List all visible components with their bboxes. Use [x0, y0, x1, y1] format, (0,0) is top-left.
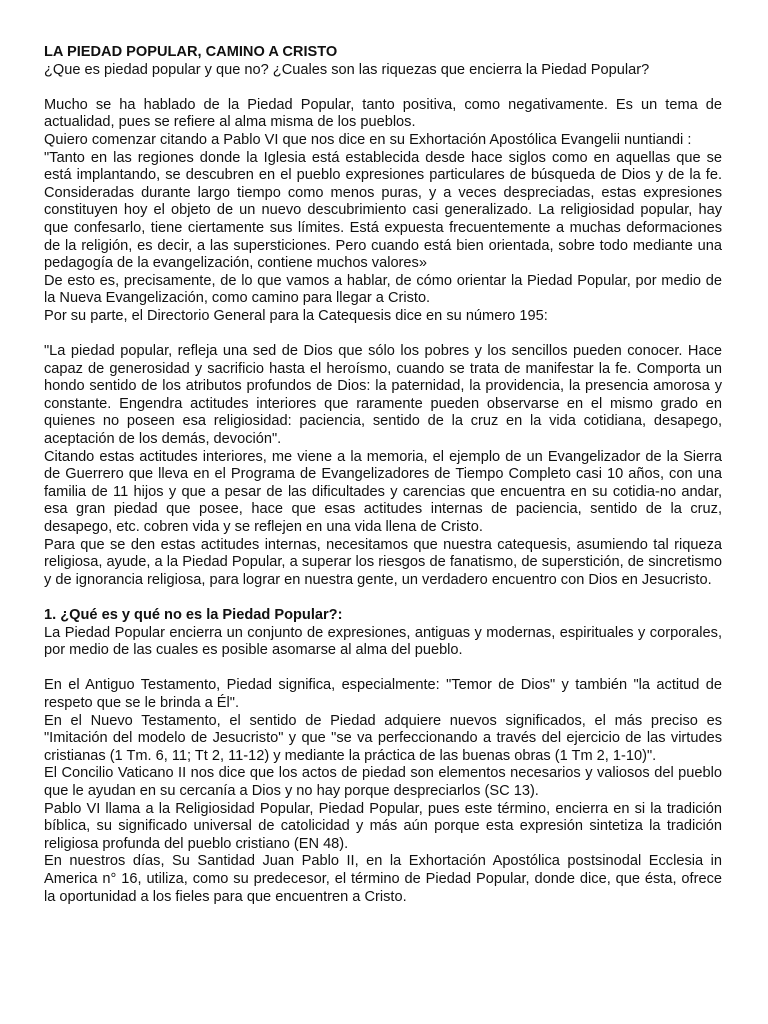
- document-page: [44, 44, 722, 906]
- paragraph-gap: [44, 589, 722, 607]
- paragraph: Quiero comenzar citando a Pablo VI que nos dice en su Exhortación Apostólica Evangelii nuntiandi :: [44, 131, 692, 148]
- quote-paragraph: "La piedad popular, refleja una sed de Dios que sólo los pobres y los sencillos pueden conocer. Hace capaz de generosidad y sacrificio hasta el heroísmo, cuando se trata de manifestar la fe. Comporta un hondo sentido de los atributos profundos de Dios: la paternidad, la providencia, la presencia amorosa y constante. Engendra actitudes interiores que raramente pueden observarse en el mismo grado en quienes no poseen esa religiosidad: paciencia, sentido de la cruz en la vida cotidiana, desapego, aceptación de los demás, devoción".: [44, 343, 722, 448]
- paragraph: Citando estas actitudes interiores, me viene a la memoria, el ejemplo de un Evangelizador de la Sierra de Guerrero que lleva en el Programa de Evangelizadores de Tiempo Completo casi 10 años, con una familia de 11 hijos y que a pesar de las dificultades y carencias que encuentra en su cotidia-no andar, esa gran piedad que posee, hace que esas actitudes internas de paciencia, sentido de la cruz, desapego, etc. cobren vida y se reflejen en una vida llena de Cristo.: [44, 448, 722, 536]
- paragraph-gap: [44, 660, 722, 678]
- paragraph: En nuestros días, Su Santidad Juan Pablo II, en la Exhortación Apostólica postsinodal Ecclesia in America n° 16, utiliza, como su predecesor, el término de Piedad Popular, donde dice, que ésta, ofrece la oportunidad a los fieles para que encuentren a Cristo.: [44, 853, 722, 905]
- paragraph: La Piedad Popular encierra un conjunto de expresiones, antiguas y modernas, espirituales y corporales, por medio de las cuales es posible asomarse al alma del pueblo.: [44, 624, 722, 659]
- paragraph-gap: [44, 326, 722, 344]
- intro-question: ¿Que es piedad popular y que no? ¿Cuales son las riquezas que encierra la Piedad Popular?: [44, 61, 650, 78]
- paragraph: En el Nuevo Testamento, el sentido de Piedad adquiere nuevos significados, el más preciso es "Imitación del modelo de Jesucristo" y que "se va perfeccionando a través del ejercicio de las virtudes cristianas (1 Tm. 6, 11; Tt 2, 11-12) y mediante la práctica de las buenas obras (1 Tm 2, 1-10)".: [44, 712, 722, 764]
- section-heading: 1. ¿Qué es y qué no es la Piedad Popular?:: [44, 607, 343, 623]
- paragraph: De esto es, precisamente, de lo que vamos a hablar, de cómo orientar la Piedad Popular, por medio de la Nueva Evangelización, como camino para llegar a Cristo.: [44, 272, 722, 307]
- paragraph: Por su parte, el Directorio General para la Catequesis dice en su número 195:: [44, 307, 548, 324]
- paragraph-gap: [44, 79, 722, 97]
- paragraph: En el Antiguo Testamento, Piedad significa, especialmente: "Temor de Dios" y también "la actitud de respeto que se le brinda a Él".: [44, 677, 722, 711]
- paragraph: Mucho se ha hablado de la Piedad Popular, tanto positiva, como negativamente. Es un tema de actualidad, pues se refiere al alma misma de los pueblos.: [44, 96, 722, 131]
- quote-paragraph: "Tanto en las regiones donde la Iglesia está establecida desde hace siglos como en aquellas que se está implantando, se descubren en el pueblo expresiones particulares de búsqueda de Dios y de la fe. Consideradas durante largo tiempo como menos puras, y a veces despreciadas, estas expresiones constituyen hoy el objeto de un nuevo descubrimiento casi generalizado. La religiosidad popular, hay que confesarlo, tiene ciertamente sus límites. Está expuesta frecuentemente a muchas deformaciones de la religión, es decir, a las supersticiones. Pero cuando está bien orientada, sobre todo mediante una pedagogía de la evangelización, contiene muchos valores»: [44, 149, 722, 272]
- paragraph: Para que se den estas actitudes internas, necesitamos que nuestra catequesis, asumiendo tal riqueza religiosa, ayude, a la Piedad Popular, a superar los riesgos de fanatismo, de superstición, de sincretismo y de ignorancia religiosa, para lograr en nuestra gente, un verdadero encuentro con Dios en Jesucristo.: [44, 536, 722, 588]
- document-title: LA PIEDAD POPULAR, CAMINO A CRISTO: [44, 44, 338, 60]
- paragraph: El Concilio Vaticano II nos dice que los actos de piedad son elementos necesarios y valiosos del pueblo que le ayudan en su cercanía a Dios y no hay porque despreciarlos (SC 13).: [44, 765, 722, 799]
- paragraph: Pablo VI llama a la Religiosidad Popular, Piedad Popular, pues este término, encierra en si la tradición bíblica, su significado universal de catolicidad y más aún porque esta expresión sintetiza la tradición religiosa profunda del pueblo cristiano (EN 48).: [44, 800, 722, 852]
